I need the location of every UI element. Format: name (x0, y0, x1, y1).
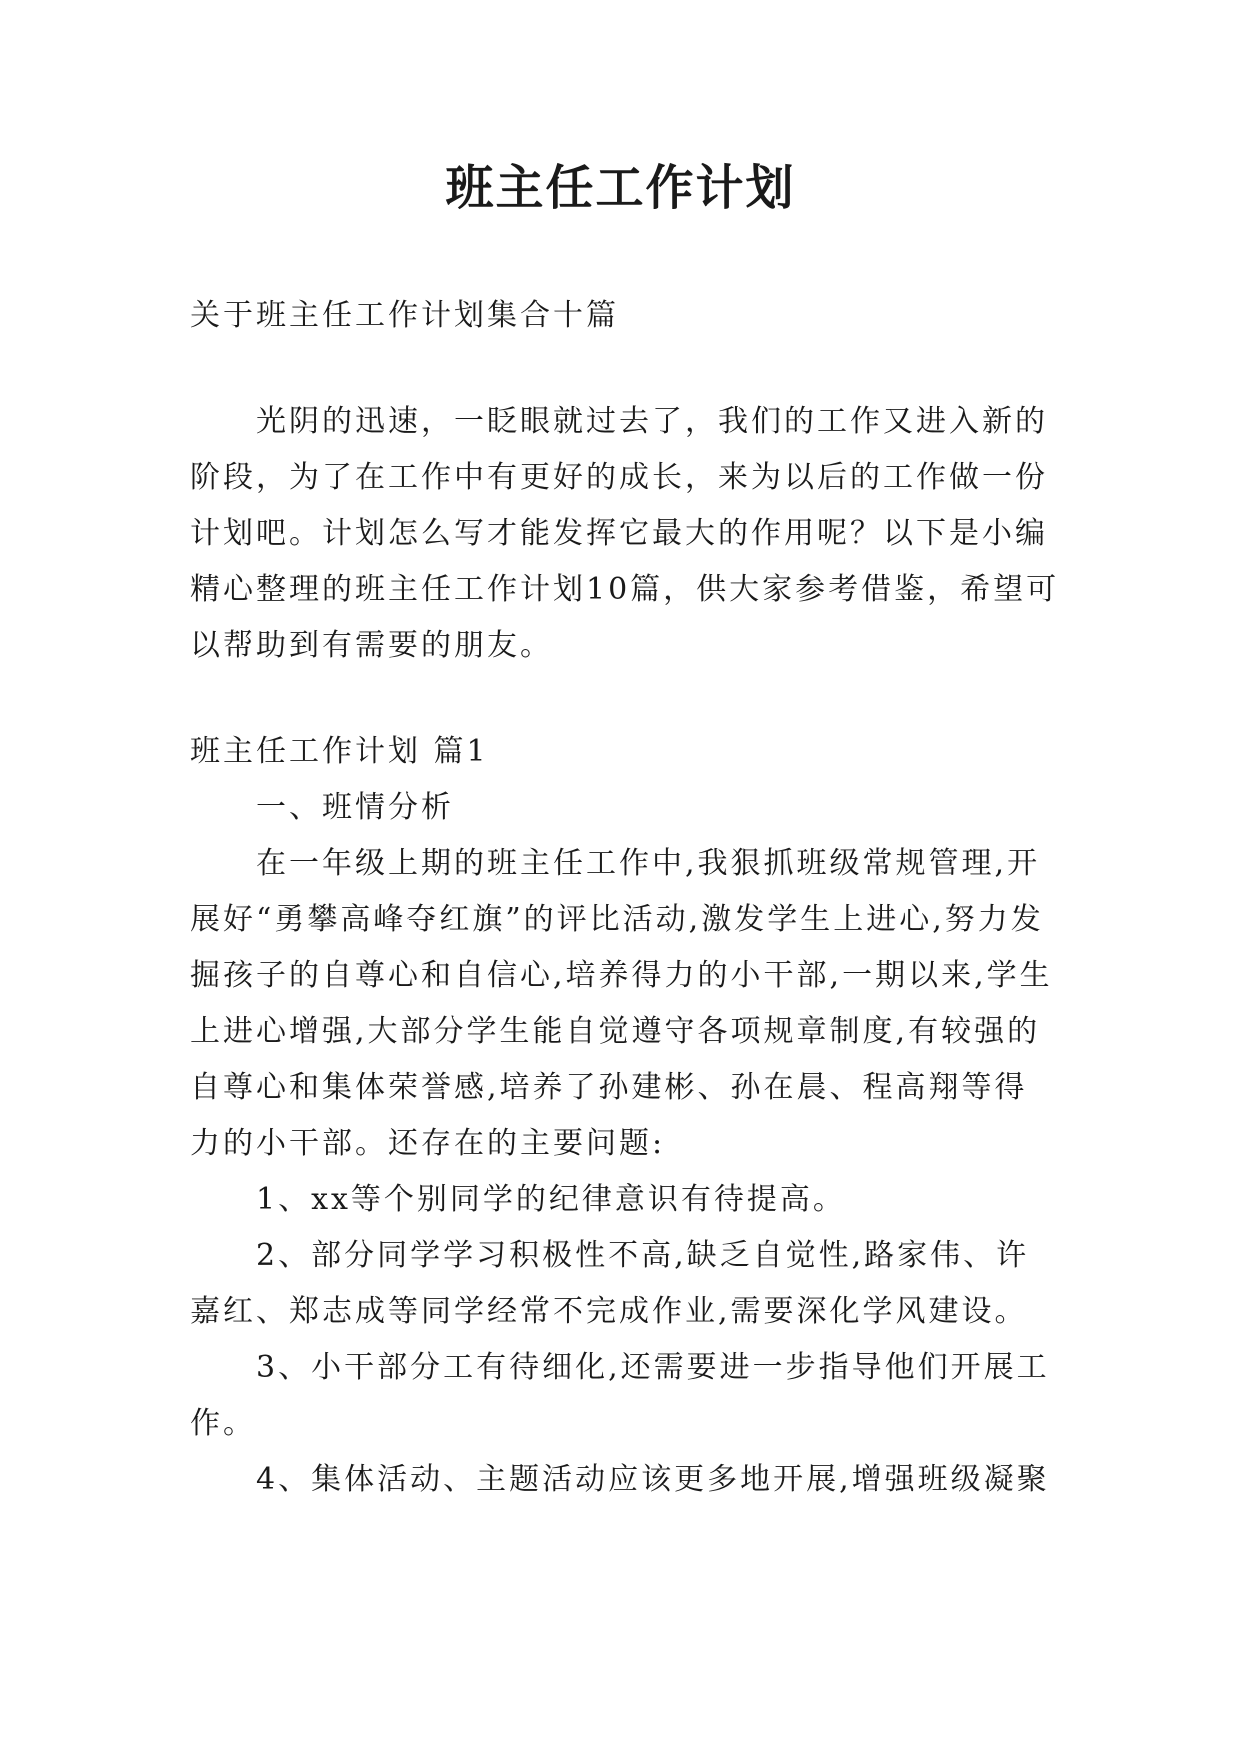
subheading: 一、班情分析 (256, 790, 454, 825)
list-item: 1、xx等个别同学的纪律意识有待提高。 (256, 1182, 846, 1217)
body-paragraph: 在一年级上期的班主任工作中,我狠抓班级常规管理,开展好“勇攀高峰夺红旗”的评比活动,激发学生上进心,努力发掘孩子的自尊心和自信心,培养得力的小干部,一期以来,学生上进心增强,大部分学生能自觉遵守各项规章制度,有较强的自尊心和集体荣誉感,培养了孙建彬、孙在晨、程高翔等得力的小干部。还存在的主要问题: (190, 846, 1053, 1161)
document-body (190, 288, 1060, 1508)
list-item: 4、集体活动、主题活动应该更多地开展,增强班级凝聚 (256, 1462, 1050, 1497)
document-title: 班主任工作计划 (445, 160, 796, 216)
intro-paragraph: 光阴的迅速，一眨眼就过去了，我们的工作又进入新的阶段，为了在工作中有更好的成长，来为以后的工作做一份计划吧。计划怎么写才能发挥它最大的作用呢？以下是小编精心整理的班主任工作计划10篇，供大家参考借鉴，希望可以帮助到有需要的朋友。 (190, 404, 1060, 663)
document-subtitle: 关于班主任工作计划集合十篇 (190, 298, 619, 333)
list-item: 3、小干部分工有待细化,还需要进一步指导他们开展工作。 (190, 1350, 1050, 1441)
section-heading: 班主任工作计划 篇1 (190, 734, 489, 769)
list-item: 2、部分同学学习积极性不高,缺乏自觉性,路家伟、许嘉红、郑志成等同学经常不完成作业,需要深化学风建设。 (190, 1238, 1030, 1329)
